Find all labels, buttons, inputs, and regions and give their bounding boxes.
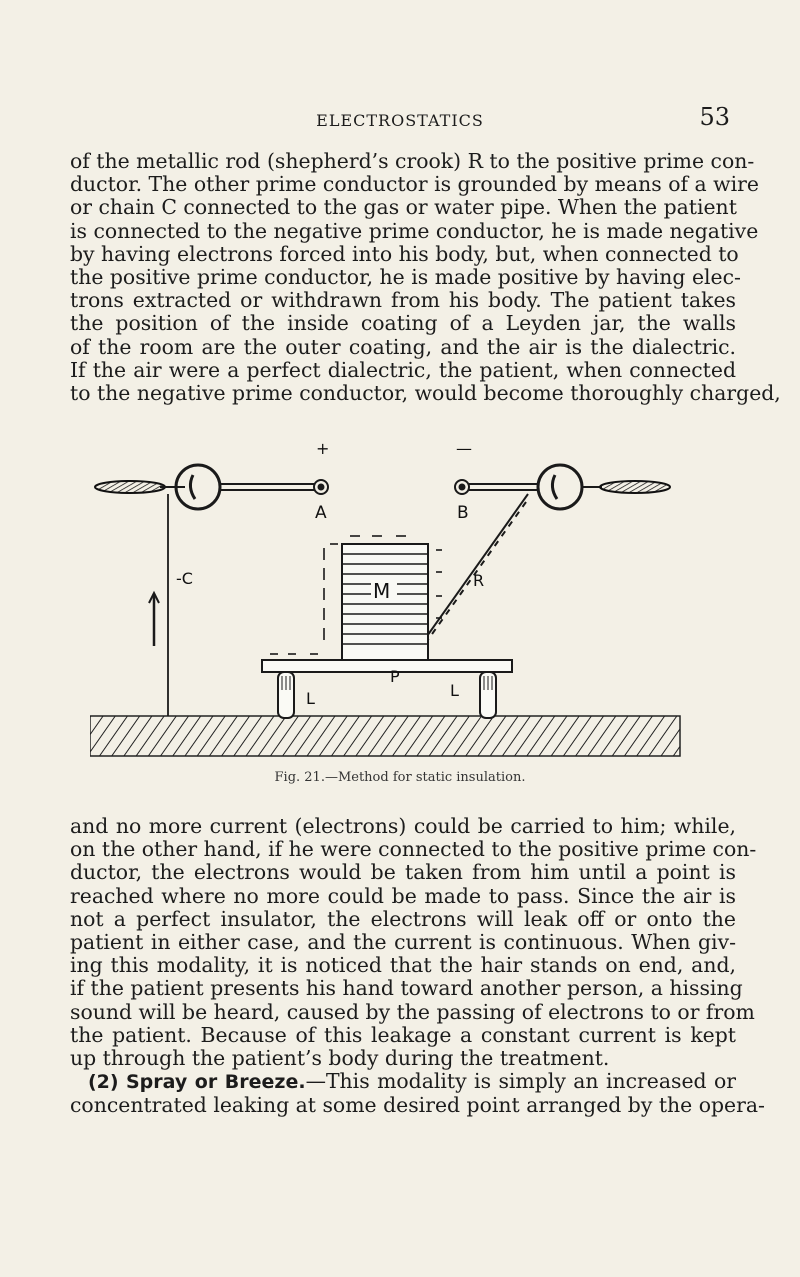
text-line: sound will be heard, caused by the passing of electrons to or from (70, 999, 755, 1024)
label-c: -C (176, 569, 193, 588)
section-heading-line (70, 1070, 736, 1094)
text-line: ductor. The other prime conductor is grounded by means of a wire (70, 172, 759, 197)
text-line: not a perfect insulator, the electrons will leak off or onto the (70, 906, 736, 931)
text-line: concentrated leaking at some desired point arranged by the opera- (70, 1093, 765, 1118)
text-line: the position of the inside coating of a Leyden jar, the walls (70, 311, 736, 336)
left-brush-electrode (95, 481, 165, 493)
right-brush-electrode (600, 481, 670, 493)
label-r: R (473, 571, 485, 590)
text-line: of the room are the outer coating, and the air is the dialectric. (70, 334, 736, 359)
left-prime-conductor (95, 465, 328, 509)
paragraph-1 (70, 149, 781, 406)
page-number: 53 (699, 103, 730, 131)
text-line: and no more current (electrons) could be carried to him; while, (70, 814, 736, 838)
floor-hatched (90, 716, 680, 756)
text-line: reached where no more could be made to pass. Since the air is (70, 883, 736, 908)
plus-label: + (316, 439, 330, 458)
text-line: to the negative prime conductor, would become thoroughly charged, (70, 381, 781, 406)
text-line: ductor, the electrons would be taken from him until a point is (70, 860, 736, 885)
label-m: M (373, 579, 391, 603)
text-line: the patient. Because of this leakage a constant current is kept (70, 1022, 736, 1047)
label-l-right: L (450, 681, 459, 700)
label-a: A (315, 503, 327, 523)
figure-caption: Fig. 21.—Method for static insulation. (274, 770, 526, 785)
text-line: trons extracted or withdrawn from his body. The patient takes (70, 288, 736, 313)
text-line: is connected to the negative prime conductor, he is made negative (70, 218, 759, 243)
text-line: or chain C connected to the gas or water pipe. When the patient (70, 195, 737, 220)
right-prime-disk (538, 465, 582, 509)
patient-block (342, 544, 428, 662)
static-insulation-figure (90, 420, 690, 760)
text-line: by having electrons forced into his body, but, when connected to (70, 241, 739, 266)
label-l-left: L (306, 689, 315, 708)
text-line: the positive prime conductor, he is made positive by having elec- (70, 265, 741, 290)
running-head: ELECTROSTATICS (316, 111, 484, 130)
page-header (70, 103, 730, 137)
insulating-platform (262, 660, 512, 718)
section-number: (2) (88, 1071, 119, 1094)
paragraph-2 (70, 814, 765, 1118)
text-line: on the other hand, if he were connected to the positive prime con- (70, 837, 757, 862)
label-b: B (457, 503, 469, 523)
section-text: —This modality is simply an increased or (305, 1069, 737, 1094)
text-line: patient in either case, and the current is continuous. When giv- (70, 930, 736, 955)
text-line: If the air were a perfect dialectric, the patient, when connected (70, 357, 736, 382)
label-p: P (390, 667, 400, 686)
section-title: Spray or Breeze. (126, 1071, 306, 1094)
text-line: if the patient presents his hand toward another person, a hissing (70, 976, 743, 1001)
right-prime-conductor (455, 465, 670, 509)
text-line: up through the patient’s body during the treatment. (70, 1046, 610, 1071)
text-line: of the metallic rod (shepherd’s crook) R to the positive prime con- (70, 149, 755, 173)
minus-label: — (456, 439, 472, 458)
text-line: ing this modality, it is noticed that the hair stands on end, and, (70, 953, 736, 978)
ground-chain (149, 494, 168, 716)
